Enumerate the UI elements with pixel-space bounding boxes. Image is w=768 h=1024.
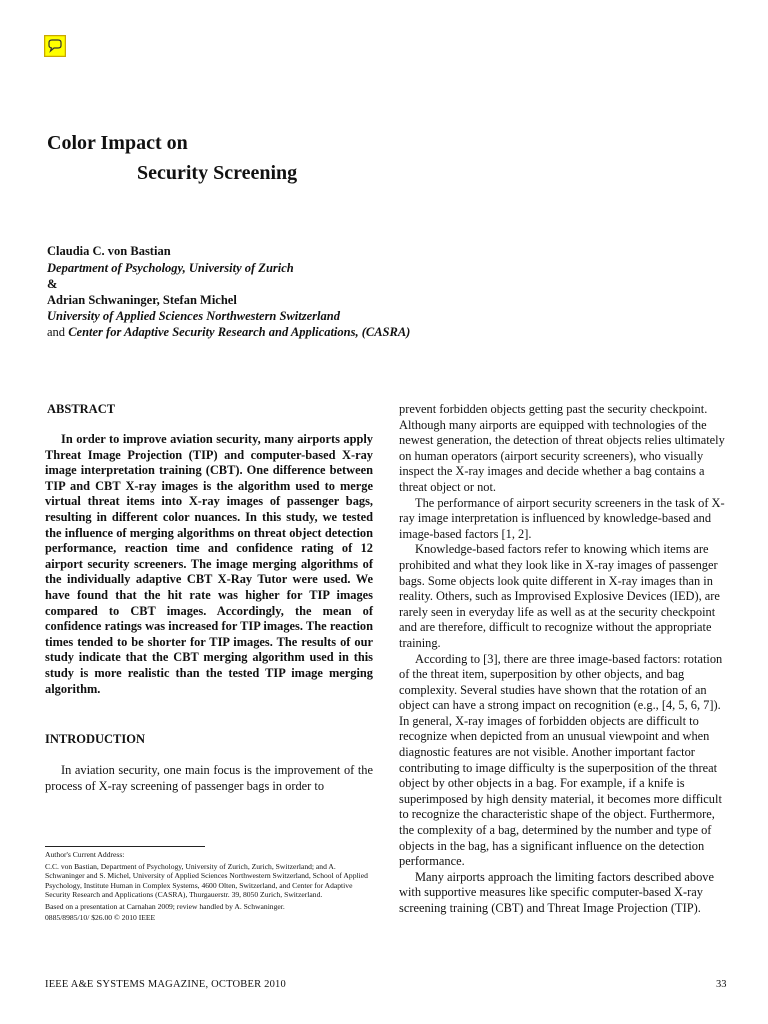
affiliation-3-prefix: and: [47, 325, 69, 339]
right-column: [399, 402, 726, 917]
paragraph-5: Many airports approach the limiting factors described above with supportive measures like specific computer-based X-ray screening training (CBT) and Threat Image Projection (TIP).: [399, 869, 714, 915]
page-number: 33: [716, 979, 727, 990]
author-2: Adrian Schwaninger, Stefan Michel: [47, 293, 237, 307]
title-line-1: Color Impact on: [47, 132, 188, 154]
introduction-text: In aviation security, one main focus is the improvement of the process of X-ray screening of passenger bags in order to: [45, 763, 373, 793]
abstract-body: [45, 432, 373, 697]
footer-magazine: IEEE A&E SYSTEMS MAGAZINE, OCTOBER 2010: [45, 979, 286, 990]
footnote-divider: [45, 846, 205, 847]
affiliation-2: University of Applied Sciences Northwestern Switzerland: [47, 309, 340, 323]
footnote-address-text: C.C. von Bastian, Department of Psychology, University of Zurich, Zurich, Switzerland; and A. Schwaninger and S. Michel, University of Applied Sciences Northwestern Switzerland, School of Applied Psychology, Institute Human in Complex Systems, 4600 Olten, Switzerland, and Center for Adaptive Security Research and Applications (CASRA), Thurgauerstr. 39, 8050 Zurich, Switzerland.: [45, 861, 368, 899]
title-line-2: Security Screening: [137, 162, 298, 184]
paragraph-4: According to [3], there are three image-based factors: rotation of the threat item, superposition by other objects, and bag complexity. Several studies have shown that the rotation of an object can have a strong impact on recognition (e.g., [4, 5, 6, 7]). In general, X-ray images of forbidden objects are difficult to recognize when depicted from an unusual viewpoint and when diagnostic features are not visible. Another important factor contributing to image difficulty is the superposition of the threat object by other objects in a bag. For example, if a knife is superimposed by high density material, it becomes more difficult to recognize the characteristic shape of the object. Furthermore, the complexity of a bag, determined by the number and type of objects in the bag, has a significant influence on the detection performance.: [399, 651, 723, 869]
abstract-heading: ABSTRACT: [47, 402, 116, 416]
affiliation-3: Center for Adaptive Security Research and Applications, (CASRA): [68, 325, 411, 339]
footnote-address-label: Author's Current Address:: [45, 850, 125, 859]
abstract-text: In order to improve aviation security, many airports apply Threat Image Projection (TIP) and computer-based X-ray image interpretation training (CBT). One difference between TIP and CBT X-ray images is the algorithm used to merge virtual threat items into X-ray images of passenger bags, resulting in different color nuances. In this study, we tested the influence of merging algorithms on threat object detection performance, reaction time and confidence rating of 12 airport security screeners. The image merging algorithms of the individually adaptive CBT X-Ray Tutor were used. We have found that the hit rate was higher for TIP images compared to CBT images. Accordingly, the mean of confidence ratings was increased for TIP images. The reaction times tended to be shorter for TIP images. The results of our study indicate that the CBT merging algorithm used in this study is more realistic than the tested TIP image merging algorithm.: [45, 432, 373, 696]
author-1: Claudia C. von Bastian: [47, 244, 171, 258]
affiliation-1: Department of Psychology, University of Zurich: [47, 261, 294, 275]
footnotes: [45, 850, 375, 925]
introduction-heading: INTRODUCTION: [45, 732, 146, 746]
affiliation-3-line: [47, 325, 410, 340]
footnote-presentation: Based on a presentation at Carnahan 2009; review handled by A. Schwaninger.: [45, 901, 285, 911]
ampersand: &: [47, 277, 58, 291]
comment-note-icon[interactable]: [44, 35, 66, 57]
introduction-body: [45, 763, 373, 794]
paragraph-3: Knowledge-based factors refer to knowing which items are prohibited and what they look like in X-ray images of passenger bags. Some objects look quite different in X-ray images than in reality. Others, such as Improvised Explosive Devices (IED), are rarely seen in everyday life as well as at the security checkpoint and are therefore, difficult to recognize without the appropriate training.: [399, 542, 720, 650]
paragraph-2: The performance of airport security screeners in the task of X-ray image interpretation is influenced by knowledge-based and image-based factors [1, 2].: [399, 495, 725, 541]
paragraph-1: prevent forbidden objects getting past the security checkpoint. Although many airports are equipped with technologies of the newest generation, the detection of threat objects relies ultimately on human operators (airport security screeners), who visually inspect the X-ray images and decide whether a bag contains a threat object or not.: [399, 402, 725, 494]
footnote-copyright: 0885/8985/10/ $26.00 © 2010 IEEE: [45, 913, 156, 922]
